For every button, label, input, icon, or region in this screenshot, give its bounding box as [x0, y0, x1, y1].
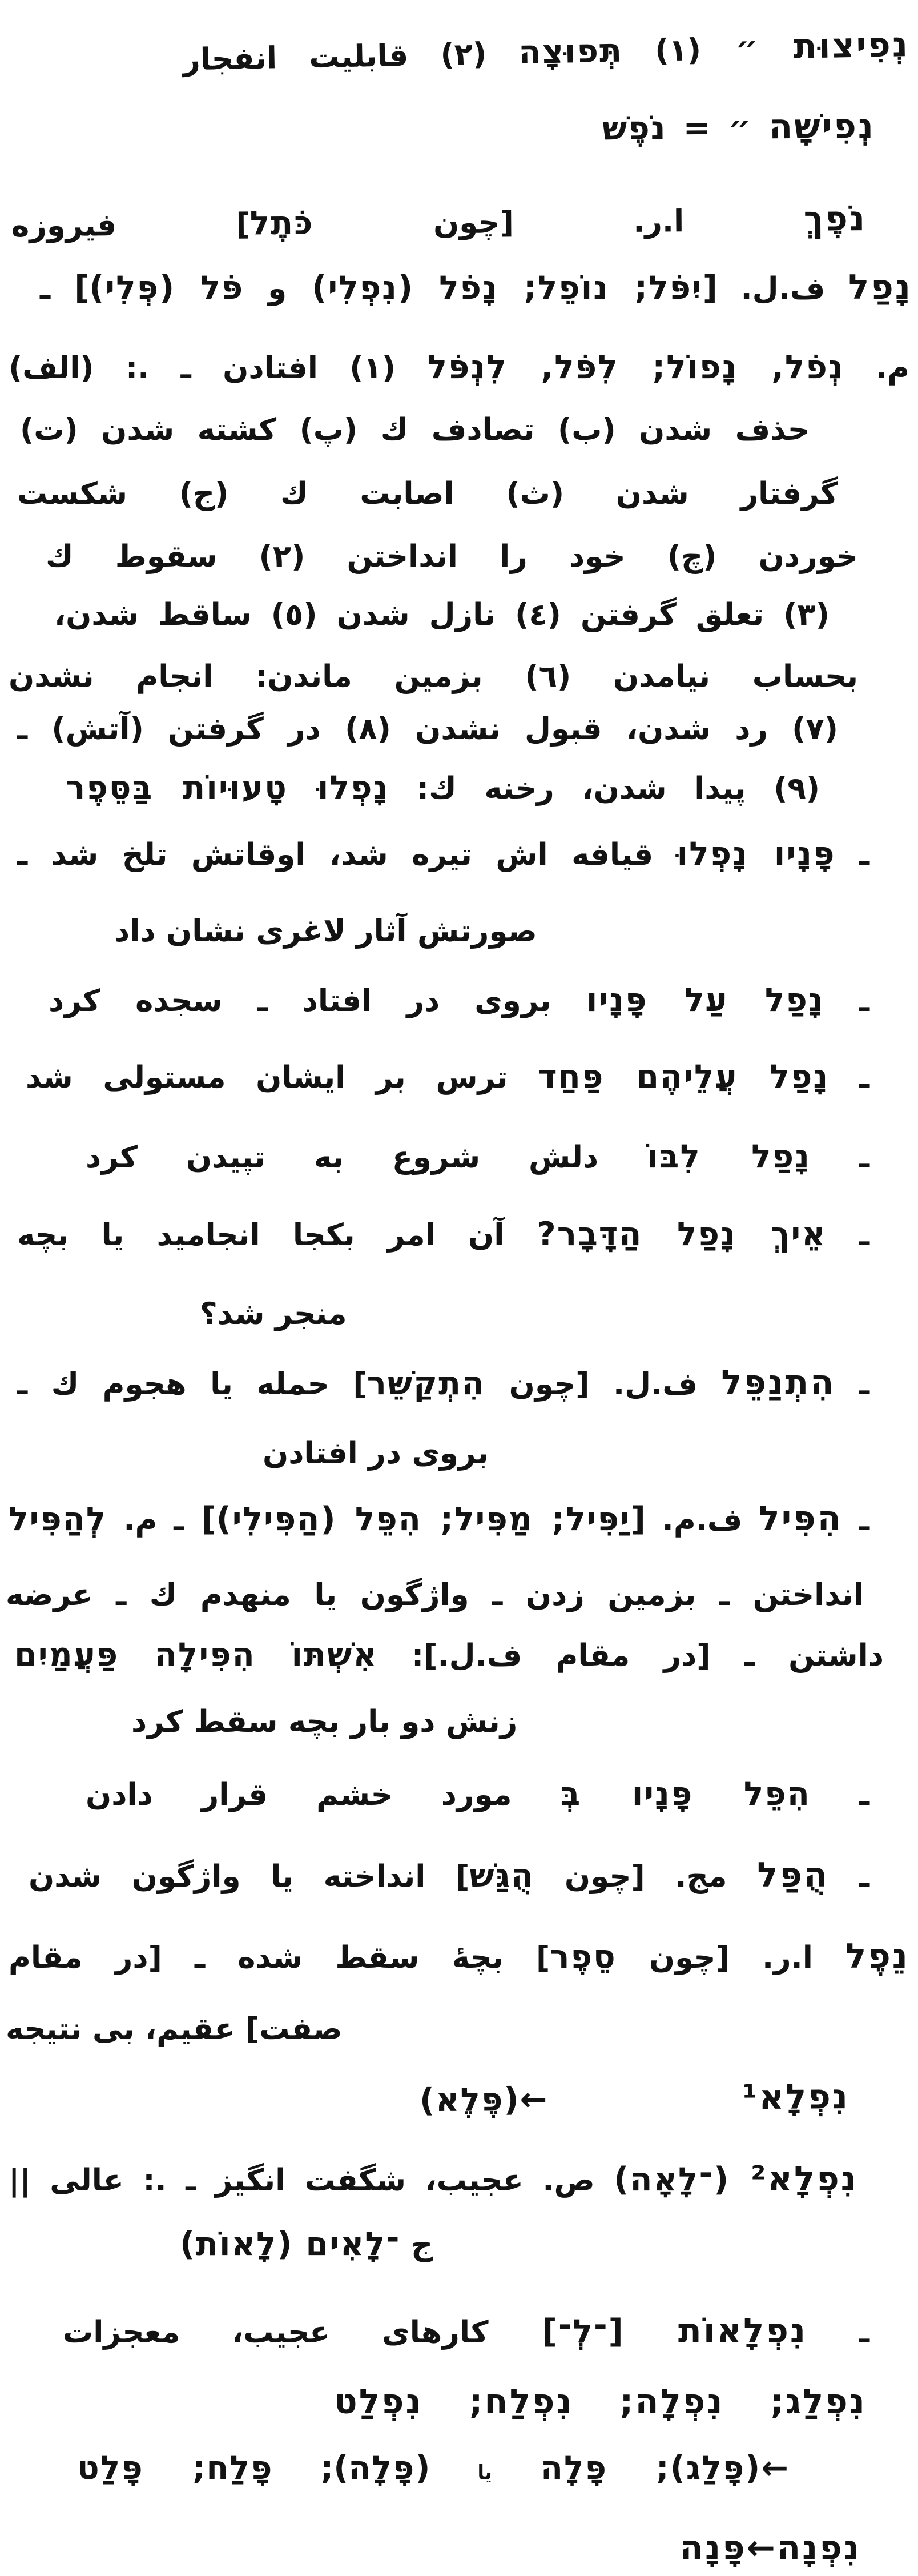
persian-text: گرفتار شدن (ث) اصابت ك (ج) شكست — [17, 476, 838, 511]
persian-text: صفت] عقيم، بى نتيجه — [6, 2012, 343, 2047]
hebrew-text: לְהַפִּיל — [9, 1500, 107, 1538]
hebrew-text: (־לָאָה) — [614, 2161, 751, 2198]
persian-text: بروى در افتادن — [263, 1436, 489, 1471]
subentry-hitnapel-cont-line — [263, 1423, 489, 1487]
persian-text: ـ — [810, 1777, 869, 1812]
idiom-ekh-nafal-cont-line — [200, 1284, 347, 1348]
hebrew-text: סֵפֶר — [550, 1938, 617, 1976]
headword-text: נְפִיצוּת — [793, 25, 910, 67]
persian-text: زنش دو بار بچه سقط كرد — [131, 1704, 518, 1739]
persian-text: م. — [844, 351, 909, 386]
entry-nafal-definition-line — [17, 699, 838, 763]
hebrew-text: הִתְקַשֵּׁר — [367, 1365, 486, 1402]
hebrew-text: [־לְ־] — [488, 2313, 678, 2350]
hebrew-text: פָּנָיו נָפְלוּ — [677, 835, 836, 873]
hebrew-text: ←(פֶּלֶא) — [419, 2080, 549, 2120]
persian-text: خوردن (چ) خود را انداختن (٢) سقوط ك — [46, 539, 858, 574]
persian-text: ] حمله يا هجوم ك ـ — [17, 1367, 367, 1402]
persian-text: ج — [400, 2228, 433, 2262]
headword-text: נִפְלָא² — [751, 2159, 858, 2199]
persian-text: مج. [چون — [534, 1859, 758, 1894]
subentry-hitnapel-line — [17, 1353, 869, 1417]
hebrew-text: ←(פָּלַג); פָּלָה — [492, 2449, 790, 2487]
crossref-niflag-targets-line — [77, 2438, 790, 2502]
hebrew-text: נָפַל לִבּוֹ — [646, 1138, 811, 1175]
hebrew-text: ־לָאִים (לָאוֹת) — [180, 2225, 401, 2263]
subentry-hipil-cont-line — [14, 1624, 884, 1688]
hebrew-text: ״ = — [666, 109, 770, 147]
persian-text: ـ — [40, 271, 51, 306]
entry-nafal-headword-line — [40, 257, 912, 321]
persian-text: ـ — [826, 1218, 869, 1253]
persian-text: قيافه اش تيره شد، اوقاتش تلخ شد ـ — [17, 837, 677, 872]
persian-text: ـ — [824, 984, 869, 1018]
idiom-nafal-libo-line — [86, 1126, 869, 1190]
hebrew-text: [יִפֹּל; נוֹפֵל; נָפֹל (נִפְלִי) — [287, 269, 718, 307]
headword-text: הִפִּיל — [759, 1499, 843, 1539]
headword-text: נִפְנָה←פָּנָה — [679, 2528, 861, 2568]
hebrew-text: אֵיךְ נָפַל הַדָּבָר? — [537, 1215, 827, 1253]
persian-text: ف.م. — [645, 1503, 759, 1538]
idiom-hipel-panav-line — [86, 1764, 869, 1828]
persian-text: ـ — [807, 2315, 869, 2350]
persian-text: (١) — [622, 33, 702, 69]
hebrew-text: [יַפִּיל; מַפִּיל; הִפֵּל (הַפִּילִי)] — [184, 1500, 646, 1538]
subentry-niflaot-line — [63, 2301, 869, 2365]
headword-text: הֻפַּל — [757, 1855, 830, 1895]
persian-text: ] انداخته يا واژگون شدن — [29, 1859, 470, 1894]
persian-text: ص. عجيب، شگفت انگيز ـ .: عالى || — [9, 2163, 614, 2198]
entry-nafal-definition-line — [54, 585, 830, 649]
hebrew-text: אִשְׁתּוֹ הִפִּילָה פַּעֲמַיִם — [14, 1636, 378, 1674]
entry-nifla2-plural-line — [180, 2214, 433, 2278]
entry-nafal-definition-line — [66, 757, 820, 821]
subentry-hipil-cont-line — [131, 1692, 517, 1756]
persian-text: ف.ل. [چون — [485, 1367, 722, 1402]
hebrew-text: ״ — [700, 28, 794, 69]
persian-text: ـ — [829, 1060, 869, 1095]
idiom-nafal-al-panav-line — [49, 970, 869, 1034]
headword-text: נְפִישָׁה — [768, 106, 876, 147]
persian-text: ا.ر. [چون — [313, 203, 804, 242]
persian-text: داشتن ـ [در مقام ف.ل.]: — [377, 1638, 884, 1673]
idiom-nafal-aleihem-pahad-line — [26, 1046, 869, 1110]
hebrew-text: הֻגַּשׁ — [469, 1857, 535, 1895]
persian-text: يا — [477, 2461, 492, 2484]
persian-text: بحساب نيامدن (٦) بزمين ماندن: انجام نشدن — [9, 659, 858, 694]
entry-nefel-line — [9, 1926, 909, 1990]
persian-text: ا.ر. [چون — [616, 1940, 846, 1975]
entry-nefisha-line — [602, 96, 876, 162]
hebrew-text: כֹּתֶל — [249, 204, 314, 243]
subentry-hipil-line — [9, 1488, 869, 1552]
hebrew-text: נָפַל עֲלֵיהֶם פַּחַד — [538, 1058, 830, 1096]
headword-text: הִתְנַפֵּל — [721, 1363, 836, 1403]
persian-text: ترس بر ايشان مستولى شد — [26, 1060, 538, 1095]
persian-text: ] بچهٔ سقط شده ـ [در مقام — [9, 1940, 550, 1975]
subentry-hipil-cont-line — [6, 1565, 864, 1629]
persian-text: منجر شد؟ — [200, 1297, 347, 1331]
persian-text: كارهاى عجيب، معجزات — [63, 2315, 489, 2350]
crossref-niflag-line — [334, 2372, 867, 2435]
hebrew-text: נְפֹל, נָפוֹל; לִפֹּל, לִנְפֹּל — [427, 348, 844, 386]
subentry-hupal-line — [29, 1845, 869, 1909]
headword-text: נִפְלַג; נִפְלָה; נִפְלַח; נִפְלַט — [334, 2382, 867, 2422]
headword-text: נָפַל — [848, 267, 912, 307]
entry-nefel-cont-line — [6, 1999, 343, 2063]
entry-nafal-definition-line — [17, 464, 838, 528]
headword-text: נֹפֶךְ — [803, 199, 867, 239]
entry-nefitsut-line — [182, 14, 910, 92]
persian-text: صورتش آثار لاغرى نشان داد — [114, 914, 537, 949]
persian-text: ـ — [835, 1367, 869, 1402]
persian-text: بروى در افتاد ـ سجده كرد — [49, 984, 586, 1018]
persian-text: ـ م. — [107, 1503, 184, 1538]
idiom-panav-naflu-line — [17, 824, 869, 888]
persian-text: حذف شدن (ب) تصادف ك (پ) كشته شدن (ت) — [20, 412, 810, 447]
headword-text: נֵפֶל — [845, 1936, 909, 1976]
persian-text: ف.ل. — [717, 271, 849, 306]
entry-nafal-definition-line — [46, 527, 858, 591]
idiom-ekh-nafal-hadavar-line — [17, 1204, 869, 1268]
hebrew-text: פֹּל (פְּלִי)] — [50, 269, 268, 307]
hebrew-text: הִפֵּל פָּנָיו בְּ — [560, 1775, 811, 1813]
persian-text: (١) افتادن ـ .: (الف) — [9, 351, 428, 386]
persian-text: و — [268, 271, 287, 306]
persian-text: (٣) تعلق گرفتن (٤) نازل شدن (٥) ساقط شدن، — [54, 597, 830, 632]
crossref-nifna-line — [343, 2518, 861, 2576]
headword-text: נִפְלָאוֹת — [678, 2311, 808, 2351]
idiom-panav-naflu-cont-line — [114, 901, 537, 965]
entry-nofekh-line — [11, 188, 867, 258]
hebrew-text: נֹפֶשׁ — [602, 109, 667, 148]
headword-text: נִפְלָא¹ — [548, 2077, 850, 2119]
persian-text: مورد خشم قرار دادن — [86, 1777, 561, 1812]
persian-text: ـ — [810, 1140, 869, 1175]
persian-text: (٧) رد شدن، قبول نشدن (٨) در گرفتن (آتش) ـ — [17, 712, 838, 747]
persian-text: دلش شروع به تپيدن كرد — [86, 1140, 647, 1175]
persian-text: (٢) قابليت انفجار — [182, 36, 520, 78]
persian-text: ـ — [835, 837, 869, 872]
persian-text: ـ — [842, 1503, 869, 1538]
entry-nifla2-line — [9, 2149, 858, 2213]
hebrew-text: נָפַל עַל פָּנָיו — [586, 981, 824, 1019]
hebrew-text: (פָּלָה); פָּלַח; פָּלַט — [77, 2449, 478, 2487]
hebrew-text: תְּפוּצָה — [518, 31, 623, 72]
hebrew-text: נָפְלוּ טָעוּיוֹת בַּסֵּפֶר — [66, 769, 389, 806]
entry-nifla1-crossref-line — [420, 2067, 850, 2133]
persian-text: (٩) پيدا شدن، رخنه ك: — [389, 771, 820, 806]
entry-nafal-definition-line — [9, 337, 909, 401]
persian-text: ] فيروزه — [11, 207, 250, 244]
entry-nafal-definition-line — [20, 400, 810, 464]
persian-text: ـ — [829, 1859, 869, 1894]
persian-text: آن امر بكجا انجاميد يا بچه — [17, 1218, 537, 1253]
persian-text: انداختن ـ بزمين زدن ـ واژگون يا منهدم ك ـ عرضه — [6, 1578, 864, 1612]
